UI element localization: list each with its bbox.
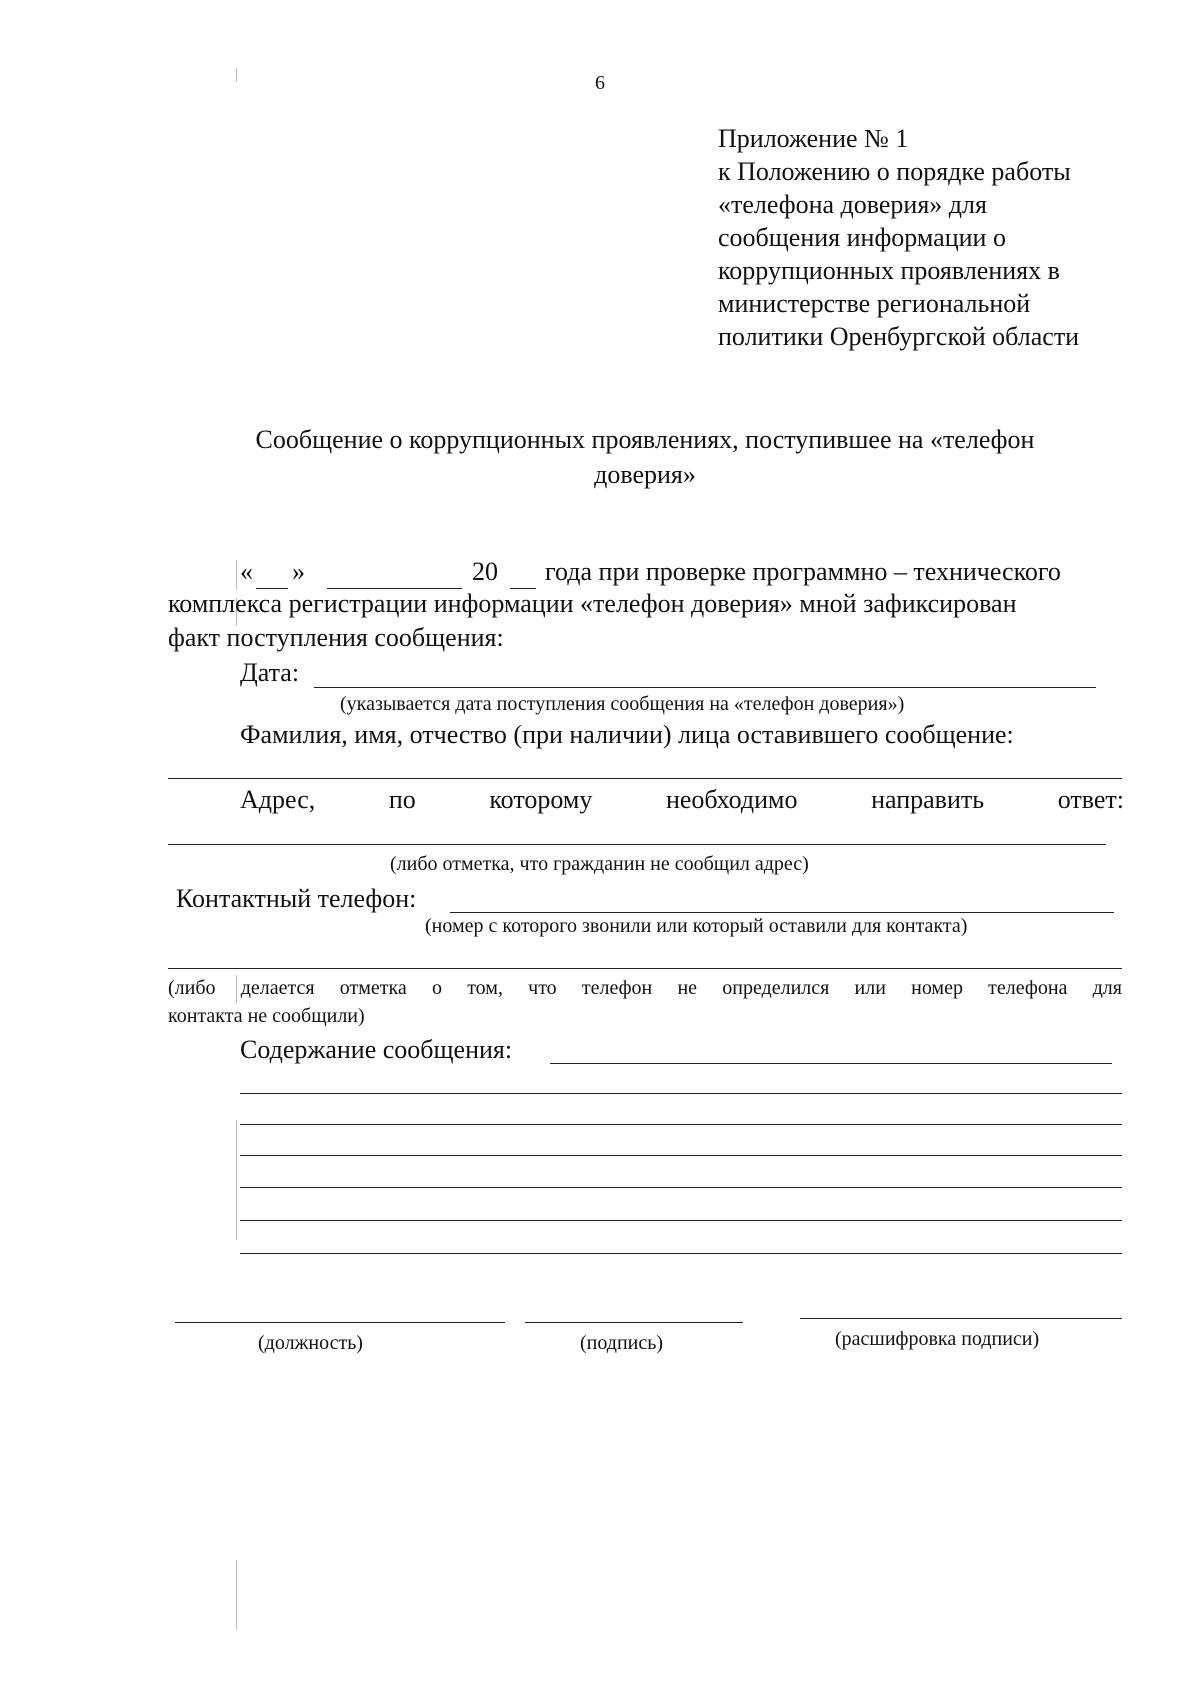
address-label (240, 785, 1124, 815)
signature-line (525, 1322, 743, 1323)
appendix-line: к Положению о порядке работы (718, 157, 1071, 186)
fio-label: Фамилия, имя, отчество (при наличии) лица оставившего сообщение: (240, 720, 1014, 749)
date-hint: (указывается дата поступления сообщения на «телефон доверия») (340, 693, 905, 715)
address-hint: (либо отметка, что гражданин не сообщил адрес) (390, 853, 809, 875)
content-line (240, 1253, 1122, 1254)
intro-line3: факт поступления сообщения: (168, 623, 504, 652)
date-line (314, 687, 1096, 688)
page-number: 6 (595, 72, 605, 94)
content-first-line (550, 1063, 1112, 1064)
position-caption: (должность) (258, 1332, 363, 1354)
phone-note-line1 (168, 977, 1122, 1000)
intro-open-quote: « (240, 557, 253, 586)
address-word: направить (871, 785, 985, 814)
note-word: том, (467, 977, 503, 999)
intro-line2: комплекса регистрации информации «телефон доверия» мной зафиксирован (168, 589, 1017, 618)
scan-mark (236, 1560, 237, 1630)
content-line (240, 1093, 1122, 1094)
phone-hint: (номер с которого звонили или который оставили для контакта) (425, 915, 968, 937)
appendix-header (718, 122, 1138, 353)
content-line (240, 1124, 1122, 1125)
content-label: Содержание сообщения: (240, 1035, 513, 1064)
content-line (240, 1155, 1122, 1156)
note-word: номер (911, 977, 963, 999)
phone-extra-line (168, 968, 1122, 969)
date-label: Дата: (240, 658, 300, 687)
title-line: Сообщение о коррупционных проявлениях, поступившее на «телефон (255, 425, 1035, 454)
note-word: или (854, 977, 886, 999)
position-line (175, 1322, 505, 1323)
title-line: доверия» (594, 460, 696, 489)
content-line (240, 1187, 1122, 1188)
document-title (150, 422, 1140, 492)
phone-line (450, 912, 1114, 913)
phone-label: Контактный телефон: (176, 884, 417, 913)
intro-line1-rest: года при проверке программно – технического (545, 557, 1061, 586)
appendix-line: «телефона доверия» для (718, 190, 987, 219)
address-line (168, 844, 1106, 845)
intro-close-quote: » (292, 557, 305, 586)
signature-caption: (подпись) (580, 1332, 664, 1354)
year-prefix: 20 (472, 557, 498, 586)
address-word: по (388, 785, 416, 814)
note-word: (либо (168, 977, 216, 999)
address-word: Адрес, (240, 785, 316, 814)
scan-mark (236, 560, 237, 590)
note-word: определился (722, 977, 830, 999)
note-word: что (528, 977, 557, 999)
note-word: отметка (339, 977, 407, 999)
note-word: телефон (581, 977, 653, 999)
note-word: не (677, 977, 698, 999)
scan-mark (236, 1120, 237, 1240)
phone-note-line2: контакта не сообщили) (168, 1005, 365, 1027)
decoding-caption: (расшифровка подписи) (835, 1328, 1040, 1350)
decoding-line (800, 1318, 1122, 1319)
note-word: о (432, 977, 442, 999)
appendix-line: сообщения информации о (718, 223, 1006, 252)
note-word: для (1092, 977, 1122, 999)
address-word: ответ: (1057, 785, 1124, 814)
fio-line (168, 778, 1122, 779)
content-line (240, 1220, 1122, 1221)
address-word: необходимо (665, 785, 798, 814)
appendix-line: министерстве региональной (718, 289, 1031, 318)
note-word: делается (240, 977, 315, 999)
appendix-line: коррупционных проявлениях в (718, 256, 1060, 285)
note-word: телефона (988, 977, 1068, 999)
appendix-line: Приложение № 1 (718, 124, 909, 153)
address-word: которому (489, 785, 593, 814)
appendix-line: политики Оренбургской области (718, 322, 1080, 351)
